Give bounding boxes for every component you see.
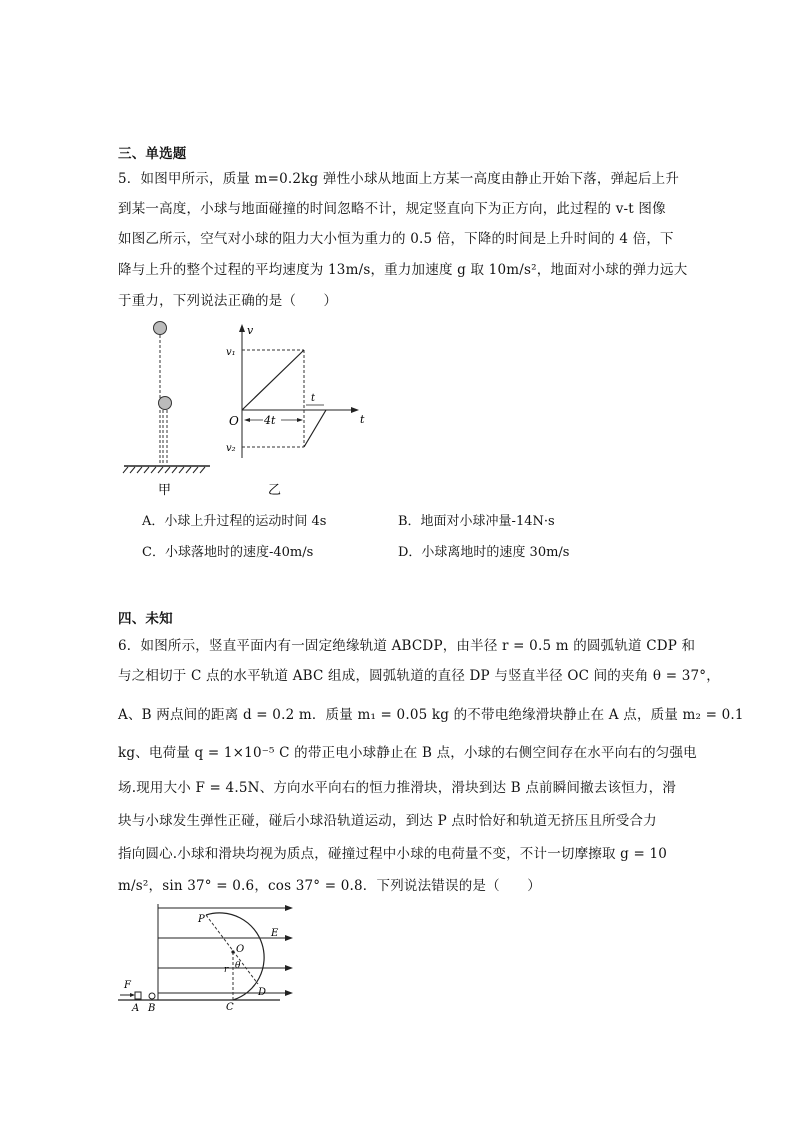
q5-line-5: 于重力，下列说法正确的是（ ） <box>118 293 338 309</box>
option-c[interactable]: C．小球落地时的速度-40m/s <box>142 545 314 560</box>
figure-yi-vt-graph <box>222 320 372 500</box>
q6-line-3: A、B 两点间的距离 d = 0.2 m．质量 m₁ = 0.05 kg 的不带电绝缘滑块静止在 A 点，质量 m₂ = 0.1 <box>118 707 744 723</box>
figure-q6-track <box>118 900 298 1015</box>
four-t-label: 4t <box>264 414 276 427</box>
q6-line-2: 与之相切于 C 点的水平轨道 ABC 组成，圆弧轨道的直径 DP 与竖直半径 OC 间的夹角 θ = 37°， <box>118 668 720 684</box>
point-a-label: A <box>132 1003 140 1014</box>
point-d-label: D <box>258 987 267 998</box>
electric-field-lines <box>158 908 288 993</box>
origin-label: O <box>229 414 239 428</box>
radius-r-label: r <box>224 965 229 975</box>
q5-line-2: 到某一高度，小球与地面碰撞的时间忽略不计，规定竖直向下为正方向，此过程的 v-t 图像 <box>118 201 666 217</box>
q6-line-5: 场.现用大小 F = 4.5N、方向水平向右的恒力推滑块，滑块到达 B 点前瞬间撤去该恒力，滑 <box>118 780 677 796</box>
q6-line-6: 块与小球发生弹性正碰，碰后小球沿轨道运动，到达 P 点时恰好和轨道无挤压且所受合力 <box>118 813 657 829</box>
q5-line-3: 如图乙所示，空气对小球的阻力大小恒为重力的 0.5 倍，下降的时间是上升时间的 4 倍，下 <box>118 231 674 247</box>
ground-hatch <box>123 467 205 473</box>
q6-line-1: 6．如图所示，竖直平面内有一固定绝缘轨道 ABCDP，由半径 r = 0.5 m 的圆弧轨道 CDP 和 <box>118 638 696 654</box>
point-c-label: C <box>226 1002 234 1013</box>
t-axis-label: t <box>360 413 365 426</box>
force-f-label: F <box>124 980 131 991</box>
descent-line <box>242 350 304 410</box>
ball-middle <box>159 397 172 410</box>
v2-label: v₂ <box>226 443 236 454</box>
q6-line-7: 指向圆心.小球和滑块均视为质点，碰撞过程中小球的电荷量不变，不计一切摩擦取 g = 10 <box>118 846 668 862</box>
circular-track <box>206 913 267 1000</box>
v-axis-label: v <box>247 324 254 337</box>
figure-jia-label: 甲 <box>158 483 172 498</box>
q6-line-8: m/s²，sin 37° = 0.6，cos 37° = 0.8．下列说法错误的是（ ） <box>118 878 541 894</box>
ascent-line <box>304 410 326 447</box>
v1-label: v₁ <box>226 347 236 358</box>
slider-block <box>135 992 141 999</box>
charged-ball <box>149 993 155 999</box>
q5-line-4: 降与上升的整个过程的平均速度为 13m/s，重力加速度 g 取 10m/s²，地面对小球的弹力远大 <box>118 262 688 278</box>
point-o-label: O <box>236 944 245 955</box>
figure-yi-label: 乙 <box>268 483 282 498</box>
section-heading-single-choice: 三、单选题 <box>118 146 187 162</box>
option-d[interactable]: D．小球离地时的速度 30m/s <box>398 545 570 560</box>
point-e-label: E <box>271 928 279 939</box>
q6-line-4: kg、电荷量 q = 1×10⁻⁵ C 的带正电小球静止在 B 点，小球的右侧空间存在水平向右的匀强电 <box>118 745 697 761</box>
angle-theta-label: θ <box>235 961 241 971</box>
small-t-label: t <box>311 393 316 404</box>
point-p-label: P <box>198 914 205 925</box>
option-b[interactable]: B．地面对小球冲量-14N·s <box>398 514 555 529</box>
figure-jia <box>118 315 218 500</box>
q5-line-1: 5．如图甲所示，质量 m=0.2kg 弹性小球从地面上方某一高度由静止开始下落，弹起后上升 <box>118 171 680 187</box>
section-heading-unknown: 四、未知 <box>118 611 173 627</box>
point-b-label: B <box>148 1003 156 1014</box>
option-a[interactable]: A．小球上升过程的运动时间 4s <box>142 514 327 529</box>
ball-top <box>154 322 167 335</box>
